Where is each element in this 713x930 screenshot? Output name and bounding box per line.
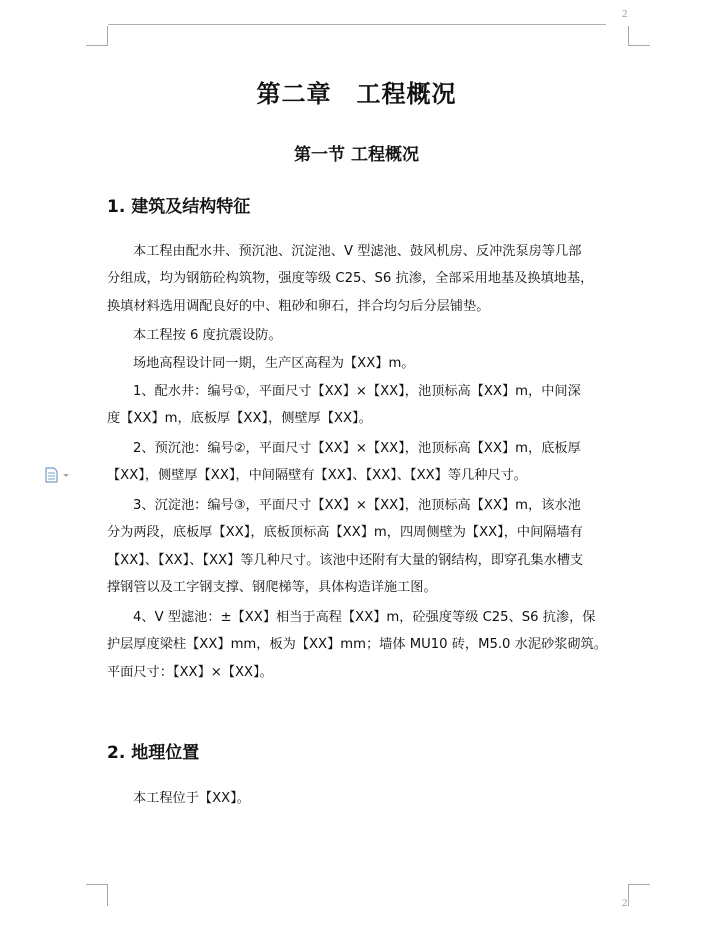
text-line: 1、配水井：编号①，平面尺寸【XX】×【XX】，池顶标高【XX】m，中间深 xyxy=(133,384,581,399)
crop-mark-bottom-right-v xyxy=(628,884,629,906)
crop-mark-top-right-h xyxy=(628,45,650,46)
paragraph-pre-sedimentation xyxy=(107,435,629,490)
text-line: 3、沉淀池：编号③，平面尺寸【XX】×【XX】，池顶标高【XX】m，该水池 xyxy=(133,498,581,513)
crop-mark-bottom-left-h xyxy=(86,884,108,885)
text-line: 场地高程设计同一期，生产区高程为【XX】m。 xyxy=(133,356,415,371)
text-line: 护层厚度梁柱【XX】mm，板为【XX】mm；墙体 MU10 砖，M5.0 水泥砂浆砌筑。 xyxy=(107,637,607,653)
page-number-top: 2 xyxy=(622,8,628,20)
document-icon[interactable] xyxy=(44,467,74,483)
page-number-bottom: 2 xyxy=(622,897,628,909)
paragraph-location xyxy=(107,785,629,812)
chapter-title: 第二章 工程概况 xyxy=(256,80,457,108)
crop-mark-top-right-v xyxy=(628,26,629,46)
crop-mark-top-left-v xyxy=(107,26,108,46)
text-line: 2、预沉池：编号②，平面尺寸【XX】×【XX】，池顶标高【XX】m，底板厚 xyxy=(133,441,581,456)
paragraph-overview xyxy=(107,238,629,320)
text-line: 平面尺寸：【XX】×【XX】。 xyxy=(107,664,273,680)
text-line: 换填材料选用调配良好的中、粗砂和卵石，拌合均匀后分层铺垫。 xyxy=(107,298,490,314)
heading-structure: 1. 建筑及结构特征 xyxy=(107,197,251,217)
paragraph-elevation xyxy=(107,350,629,377)
header-rule xyxy=(108,24,606,25)
text-line: 本工程由配水井、预沉池、沉淀池、V 型滤池、鼓风机房、反冲洗泵房等几部 xyxy=(133,244,582,259)
paragraph-seismic xyxy=(107,322,629,349)
text-line: 分为两段，底板厚【XX】，底板顶标高【XX】m，四周侧壁为【XX】，中间隔墙有 xyxy=(107,525,583,541)
text-line: 4、V 型滤池：±【XX】相当于高程【XX】m，砼强度等级 C25、S6 抗渗，保 xyxy=(133,610,596,625)
text-line: 本工程位于【XX】。 xyxy=(133,791,250,806)
paragraph-v-filter xyxy=(107,604,629,686)
text-line: 本工程按 6 度抗震设防。 xyxy=(133,328,282,343)
paragraph-distribution-well xyxy=(107,378,629,433)
text-line: 【XX】，侧壁厚【XX】，中间隔壁有【XX】、【XX】、【XX】等几种尺寸。 xyxy=(107,468,527,484)
crop-mark-bottom-left-v xyxy=(107,884,108,906)
text-line: 撑钢管以及工字钢支撑、钢爬梯等，具体构造详施工图。 xyxy=(107,580,437,596)
text-line: 分组成，均为钢筋砼构筑物，强度等级 C25、S6 抗渗，全部采用地基及换填地基， xyxy=(107,271,594,287)
section-title: 第一节 工程概况 xyxy=(294,145,419,165)
heading-location: 2. 地理位置 xyxy=(107,743,200,763)
paragraph-sedimentation xyxy=(107,492,629,602)
text-line: 【XX】、【XX】、【XX】等几种尺寸。该池中还附有大量的钢结构，即穿孔集水槽支 xyxy=(107,552,584,568)
crop-mark-bottom-right-h xyxy=(628,884,650,885)
text-line: 度【XX】m，底板厚【XX】，侧壁厚【XX】。 xyxy=(107,411,372,427)
crop-mark-top-left-h xyxy=(86,45,108,46)
